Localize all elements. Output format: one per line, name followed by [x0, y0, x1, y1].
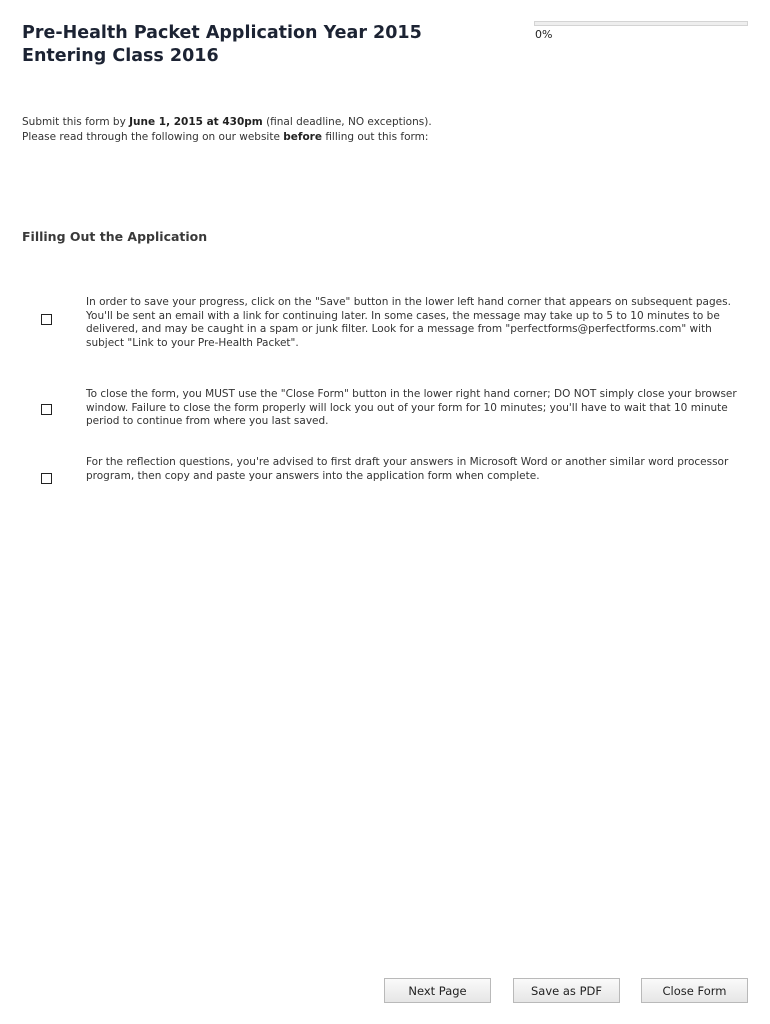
deadline-line	[22, 115, 742, 130]
progress-label: 0%	[535, 28, 553, 41]
checklist-checkbox-save[interactable]	[41, 314, 52, 325]
checklist-checkbox-close[interactable]	[41, 404, 52, 415]
close-form-button[interactable]: Close Form	[641, 978, 748, 1003]
checklist-text-reflection: For the reflection questions, you're advised to first draft your answers in Microsoft Word or another similar word processor program, then copy and paste your answers into the application form when complete.	[86, 456, 729, 482]
checklist-text-close: To close the form, you MUST use the "Close Form" button in the lower right hand corner; DO NOT simply close your browser window. Failure to close the form properly will lock you out of your form for 10 minutes; you'll have to wait that 10 minute period to continue from where you last saved.	[86, 388, 737, 428]
page-title	[22, 22, 502, 68]
progress-bar	[534, 21, 748, 26]
page-title-line-1: Pre-Health Packet Application Year 2015	[22, 23, 422, 43]
checklist-checkbox-reflection[interactable]	[41, 473, 52, 484]
deadline-suffix: (final deadline, NO exceptions).	[262, 116, 432, 128]
section-heading: Filling Out the Application	[22, 229, 208, 244]
read-first-prefix: Please read through the following on our website	[22, 130, 284, 143]
read-first-line	[22, 130, 742, 145]
checklist-text-save: In order to save your progress, click on the "Save" button in the lower left hand corner that appears on subsequent pages. You'll be sent an email with a link for continuing later. In some cases, the message may take up to 5 to 10 minutes to be delivered, and may be caught in a spam or junk filter. Look for a message from "perfectforms@perfectforms.com" with subject "Link to your Pre-Health Packet".	[86, 296, 731, 350]
read-first-suffix: filling out this form:	[321, 130, 429, 143]
page-title-line-2: Entering Class 2016	[22, 46, 219, 66]
read-first-emphasis: before	[283, 130, 322, 143]
save-as-pdf-button[interactable]: Save as PDF	[513, 978, 620, 1003]
deadline-prefix: Submit this form by	[22, 116, 130, 128]
intro-text	[22, 115, 742, 144]
deadline-date: June 1, 2015 at 430pm	[129, 116, 263, 128]
next-page-button[interactable]: Next Page	[384, 978, 491, 1003]
